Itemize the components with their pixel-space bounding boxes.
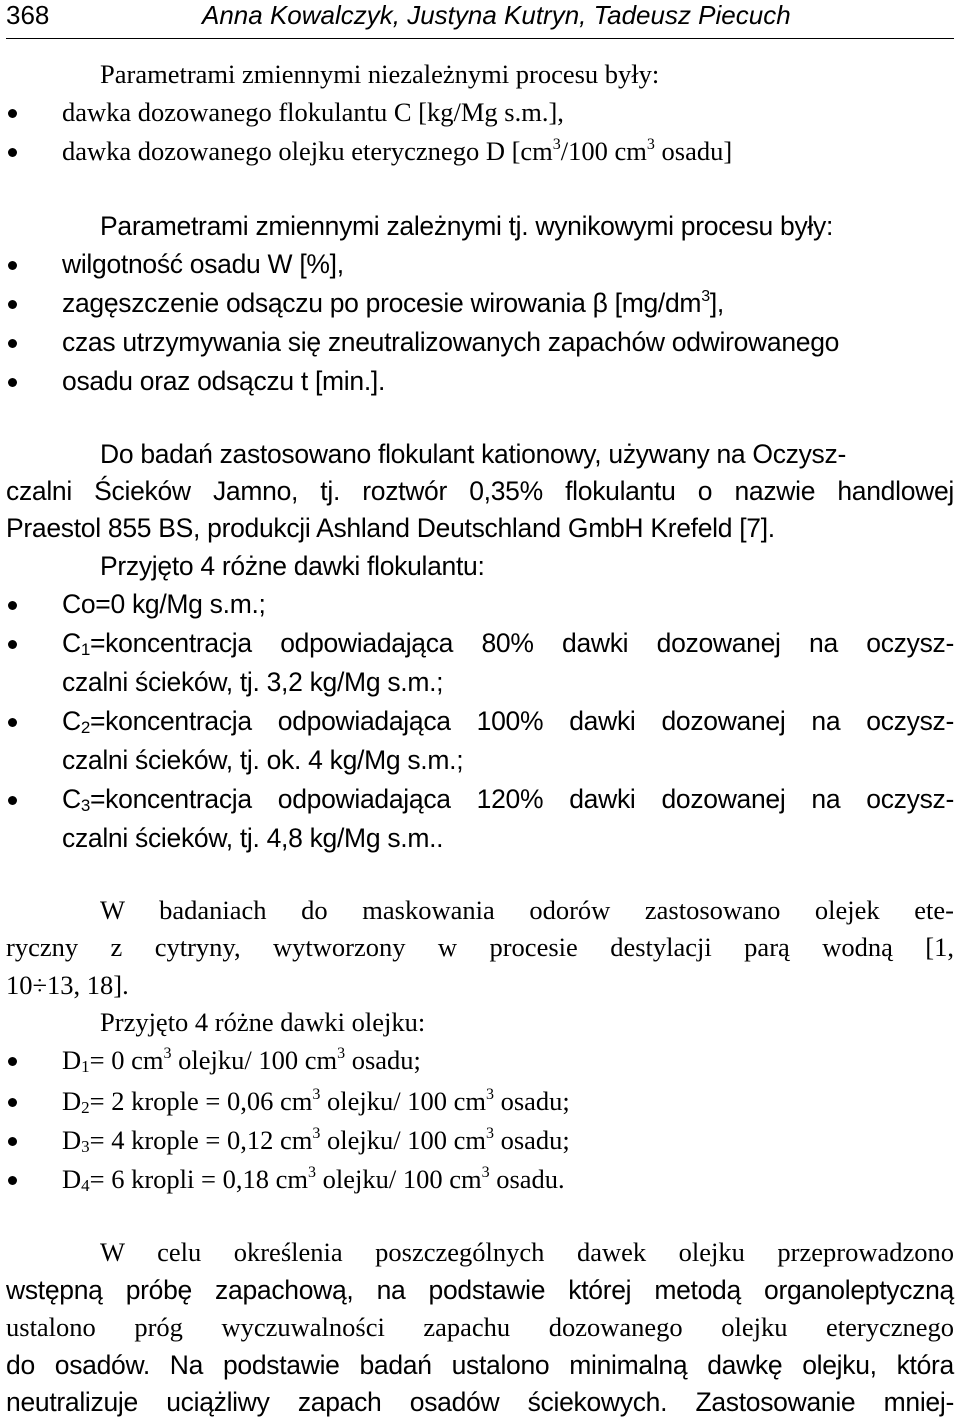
independent-param-item: dawka dozowanego flokulantu C [kg/Mg s.m.], xyxy=(62,97,564,127)
flocculant-doses-intro: Przyjęto 4 różne dawki flokulantu: xyxy=(100,551,485,581)
independent-param-item: dawka dozowanego olejku eterycznego D [$cm^3/100$ $cm^3$ osadu] xyxy=(62,136,733,166)
dependent-param-item: zagęszczenie odsączu po procesie wirowania β $[mg/dm^3]$, xyxy=(62,288,724,318)
bullet-icon xyxy=(8,339,17,348)
bullet-icon xyxy=(8,601,17,610)
final-paragraph-line: wstępną próbę zapachową, na podstawie której metodą organoleptyczną xyxy=(6,1275,954,1305)
oil-dose-item: $D_1= 0$ $cm^3$ olejku/ 100 $cm^3$ osadu; xyxy=(62,1045,421,1076)
final-paragraph-line: W celu określenia poszczególnych dawek olejku przeprowadzono xyxy=(100,1237,954,1267)
flocculant-paragraph-line: Do badań zastosowano flokulant kationowy, używany na Oczysz- xyxy=(100,439,846,469)
bullet-icon xyxy=(8,378,17,387)
flocculant-dose-item-cont: czalni ścieków, tj. ok. 4 kg/Mg s.m.; xyxy=(62,745,464,775)
page-number: 368 xyxy=(6,0,50,30)
oil-dose-item: $D_4= 6$ kropli = 0,18 $cm^3$ olejku/ 100 $cm^3$ osadu. xyxy=(62,1164,565,1195)
flocculant-dose-item: $C_2=koncentracja$ odpowiadająca 100% dawki dozowanej na oczysz- xyxy=(62,706,954,737)
flocculant-dose-item: $C_1=koncentracja$ odpowiadająca 80% dawki dozowanej na oczysz- xyxy=(62,628,954,659)
oil-paragraph-line: ryczny z cytryny, wytworzony w procesie destylacji parą wodną [1, xyxy=(6,932,954,962)
bullet-icon xyxy=(8,109,17,118)
flocculant-dose-item: Co=0 kg/Mg s.m.; xyxy=(62,589,266,619)
final-paragraph-line: do osadów. Na podstawie badań ustalono minimalną dawkę olejku, która xyxy=(6,1350,954,1380)
oil-paragraph-line: W badaniach do maskowania odorów zastosowano olejek ete- xyxy=(100,895,954,925)
flocculant-paragraph-line: Praestol 855 BS, produkcji Ashland Deutschland GmbH Krefeld [7]. xyxy=(6,513,775,543)
bullet-icon xyxy=(8,261,17,270)
oil-dose-item: $D_2= 2$ krople = 0,06 $cm^3$ olejku/ 100 $cm^3$ osadu; xyxy=(62,1086,570,1117)
independent-params-intro: Parametrami zmiennymi niezależnymi procesu były: xyxy=(100,59,660,89)
oil-paragraph-line: 10÷13, 18]. xyxy=(6,970,129,1000)
flocculant-dose-item: $C_3=koncentracja$ odpowiadająca 120% dawki dozowanej na oczysz- xyxy=(62,784,954,815)
oil-dose-item: $D_3= 4$ krople = 0,12 $cm^3$ olejku/ 100 $cm^3$ osadu; xyxy=(62,1125,570,1156)
flocculant-dose-item-cont: czalni ścieków, tj. 3,2 kg/Mg s.m.; xyxy=(62,667,444,697)
dependent-param-item: wilgotność osadu W [%], xyxy=(62,249,344,279)
bullet-icon xyxy=(8,718,17,727)
dependent-param-item: czas utrzymywania się zneutralizowanych zapachów odwirowanego xyxy=(62,327,840,357)
bullet-icon xyxy=(8,796,17,805)
final-paragraph-line: neutralizuje uciążliwy zapach osadów ściekowych. Zastosowanie mniej- xyxy=(6,1387,954,1417)
bullet-icon xyxy=(8,300,17,309)
bullet-icon xyxy=(8,1057,17,1066)
flocculant-dose-item-cont: czalni ścieków, tj. 4,8 kg/Mg s.m.. xyxy=(62,823,444,853)
final-paragraph-line: ustalono próg wyczuwalności zapachu dozowanego olejku eterycznego xyxy=(6,1312,954,1342)
oil-doses-intro: Przyjęto 4 różne dawki olejku: xyxy=(100,1007,426,1037)
dependent-param-item: osadu oraz odsączu t [min.]. xyxy=(62,366,386,396)
bullet-icon xyxy=(8,1137,17,1146)
dependent-params-intro: Parametrami zmiennymi zależnymi tj. wynikowymi procesu były: xyxy=(100,211,834,241)
bullet-icon xyxy=(8,640,17,649)
running-header xyxy=(6,0,954,39)
bullet-icon xyxy=(8,1098,17,1107)
running-header-authors: Anna Kowalczyk, Justyna Kutryn, Tadeusz Piecuch xyxy=(202,0,791,30)
bullet-icon xyxy=(8,1176,17,1185)
flocculant-paragraph-line: czalni Ścieków Jamno, tj. roztwór 0,35% flokulantu o nazwie handlowej xyxy=(6,476,954,506)
bullet-icon xyxy=(8,148,17,157)
